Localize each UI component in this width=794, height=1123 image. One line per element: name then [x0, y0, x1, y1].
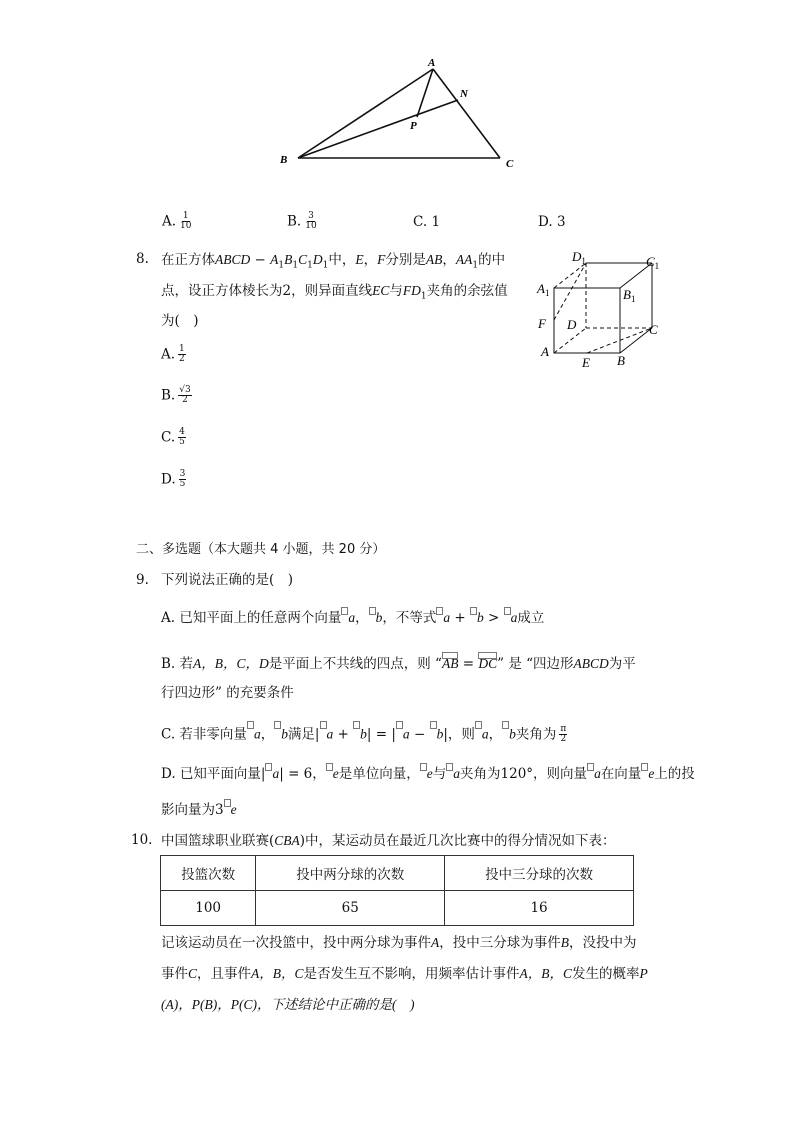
cube-label-d1: $D_1$ — [572, 249, 586, 266]
cube-label-a: A — [541, 344, 549, 359]
table-header-cell: 投篮次数 — [161, 856, 256, 891]
cube-label-f: F — [538, 316, 546, 331]
q8-line-2: 点，设正方体棱长为2，则异面直线EC与$FD_1$夹角的余弦值 — [161, 283, 508, 302]
score-table — [160, 855, 634, 926]
label-c: C — [506, 158, 514, 170]
cube-label-e: E — [582, 355, 590, 370]
q9-option-d[interactable]: D. 已知平面向量| a| = 6， e是单位向量， e与 a夹角为120°，则向量 a在向量 e上的投 — [161, 767, 695, 782]
q9-option-c[interactable]: C. 若非零向量 a， b满足| a + b| = | a − b|，则 a， b夹角为 $\frac{\pi}{2}$ — [161, 725, 567, 745]
table-header-cell: 投中两分球的次数 — [256, 856, 445, 891]
table-header-row — [161, 856, 634, 891]
label-a: A — [428, 57, 436, 69]
q7-option-a[interactable]: A. $\frac{1}{10}$ — [162, 211, 192, 232]
table-row — [161, 891, 634, 926]
q8-line-1: 在正方体ABCD − $A_1B_1C_1D_1$中，E，F分别是AB，$AA_1$的中 — [161, 252, 506, 271]
q10-para-1: 记该运动员在一次投篮中，投中两分球为事件A，投中三分球为事件B，没投中为 — [161, 935, 637, 951]
q8-option-a[interactable]: A. $\frac{1}{2}$ — [161, 344, 185, 365]
table-header-cell: 投中三分球的次数 — [445, 856, 634, 891]
table-cell: 100 — [161, 891, 256, 926]
q7-option-c[interactable]: C. 1 — [413, 214, 441, 230]
cube-figure — [532, 248, 672, 372]
q9-stem: 下列说法正确的是( ) — [161, 572, 294, 588]
label-n: N — [460, 88, 468, 100]
q10-number: 10. — [131, 832, 153, 848]
triangle-figure — [270, 55, 530, 175]
q9-option-b-line2: 行四边形” 的充要条件 — [161, 685, 294, 701]
cube-label-c1: $C_1$ — [646, 254, 660, 271]
cube-label-d: D — [567, 317, 577, 332]
q10-stem: 中国篮球职业联赛(CBA)中，某运动员在最近几次比赛中的得分情况如下表： — [161, 833, 616, 849]
cube-label-a1: $A_1$ — [537, 281, 550, 298]
q8-number: 8. — [136, 251, 149, 267]
cube-label-b: B — [617, 353, 625, 368]
table-cell: 16 — [445, 891, 634, 926]
q9-option-d-line2: 影向量为3 e — [161, 803, 237, 818]
cube-label-c: C — [649, 322, 658, 337]
q7-option-d[interactable]: D. 3 — [538, 214, 566, 230]
q7-option-b[interactable]: B. $\frac{3}{10}$ — [287, 211, 317, 232]
table-cell: 65 — [256, 891, 445, 926]
q8-option-c[interactable]: C. $\frac{4}{5}$ — [161, 427, 185, 448]
q10-para-2: 事件C，且事件A，B，C是否发生互不影响，用频率估计事件A，B，C发生的概率P — [161, 966, 648, 982]
q9-number: 9. — [136, 572, 149, 588]
q8-option-d[interactable]: D. $\frac{3}{5}$ — [161, 469, 186, 490]
q9-option-a[interactable]: A. 已知平面上的任意两个向量 a， b，不等式 a + b > a成立 — [161, 611, 544, 626]
cube-label-b1: $B_1$ — [623, 287, 636, 304]
q9-option-b[interactable]: B. 若A，B，C，D是平面上不共线的四点，则 “ AB = DC ” 是 “四边形ABCD为平 — [161, 652, 636, 672]
label-b: B — [280, 154, 288, 166]
label-p: P — [410, 120, 417, 132]
q8-option-b[interactable]: B. $\frac{√3}{2}$ — [161, 385, 191, 406]
section-title: 二、多选题（本大题共 4 小题，共 20 分） — [136, 542, 386, 557]
q10-para-3: (A)，P(B)，P(C)，下述结论中正确的是( ) — [161, 997, 415, 1012]
q8-line-3: 为( ) — [161, 313, 199, 329]
